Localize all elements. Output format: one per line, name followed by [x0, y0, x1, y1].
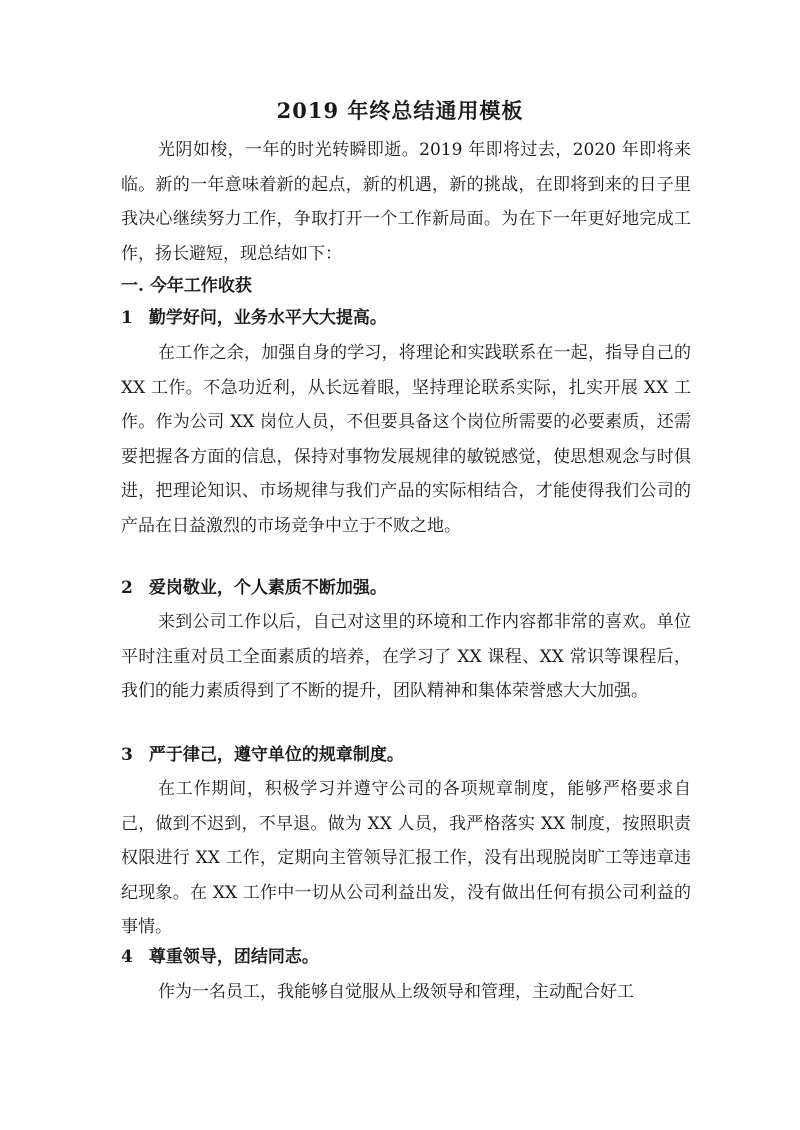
- intro-paragraph: 光阴如梭，一年的时光转瞬即逝。2019 年即将过去，2020 年即将来临。新的一年意味着新的起点，新的机遇，新的挑战，在即将到来的日子里我决心继续努力工作，争取打开一个工作新局面。为在下一年更好地完成工作，扬长避短，现总结如下：: [121, 140, 691, 264]
- item-paragraph-1: 在工作之余，加强自身的学习，将理论和实践联系在一起，指导自己的 XX 工作。不急功近利，从长远着眼，坚持理论联系实际，扎实开展 XX 工作。作为公司 XX 岗位人员，不但要具备这个岗位所需要的必要素质，还需要把握各方面的信息，保持对事物发展规律的敏锐感觉，使思想观念与时俱进，把理论知识、市场规律与我们产品的实际相结合，才能使得我们公司的产品在日益激烈的市场竞争中立于不败之地。: [121, 343, 691, 536]
- item-heading-text: 勤学好问，业务水平大大提高。: [148, 308, 387, 328]
- item-paragraph-3: 在工作期间，积极学习并遵守公司的各项规章制度，能够严格要求自己，做到不迟到，不早退。做为 XX 人员，我严格落实 XX 制度，按照职责权限进行 XX 工作，定期向主管领导汇报工作，没有出现脱岗旷工等违章违纪现象。在 XX 工作中一切从公司利益出发，没有做出任何有损公司利益的事情。: [121, 779, 691, 937]
- item-number: 3: [121, 745, 133, 765]
- item-number: 4: [121, 947, 133, 967]
- section-heading: 一. 今年工作收获: [121, 276, 252, 296]
- item-number: 2: [121, 578, 133, 598]
- item-number: 1: [121, 308, 133, 328]
- item-paragraph-2: 来到公司工作以后，自己对这里的环境和工作内容都非常的喜欢。单位平时注重对员工全面素质的培养，在学习了 XX 课程、XX 常识等课程后，我们的能力素质得到了不断的提升，团队精神和集体荣誉感大大加强。: [121, 612, 691, 701]
- item-heading-2: [121, 573, 691, 603]
- item-heading-text: 爱岗敬业，个人素质不断加强。: [148, 578, 387, 598]
- item-heading-1: [121, 303, 691, 333]
- item-paragraph-4: 作为一名员工，我能够自觉服从上级领导和管理，主动配合好工: [158, 982, 634, 1002]
- item-heading-text: 严于律己，遵守单位的规章制度。: [148, 745, 404, 765]
- item-heading-3: [121, 740, 691, 770]
- document-title: 2019 年终总结通用模板: [276, 98, 524, 123]
- item-heading-4: [121, 942, 691, 972]
- item-heading-text: 尊重领导，团结同志。: [148, 947, 319, 967]
